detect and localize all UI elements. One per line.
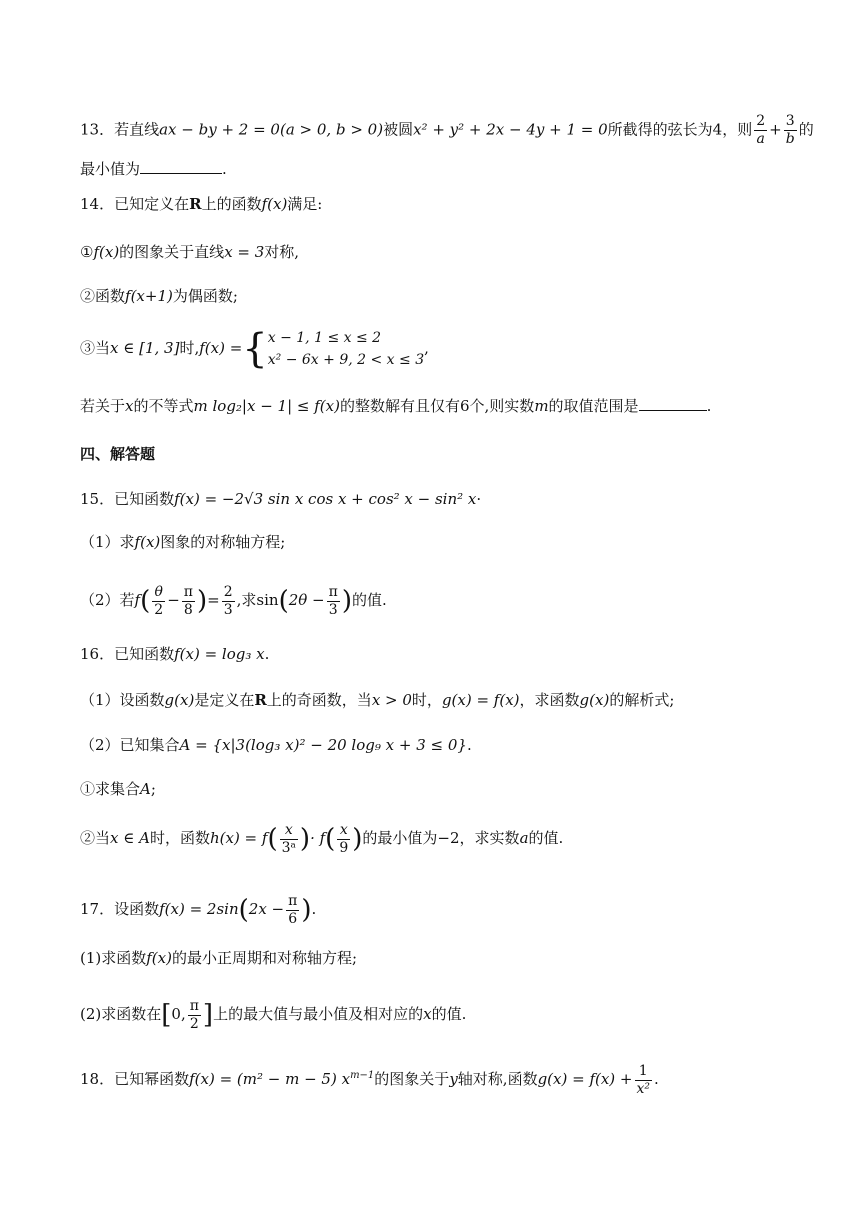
frac-den: 3 — [223, 601, 233, 618]
q13-text: 的 — [798, 120, 814, 139]
q15-part1 — [80, 531, 285, 553]
plus-sign: + — [769, 120, 782, 139]
frac-num: 3 — [784, 113, 797, 131]
condition: x > 0 — [371, 691, 412, 709]
fraction-theta-over-2 — [152, 584, 165, 619]
function-g: g(x) = f(x) + — [537, 1070, 633, 1088]
var-m: m — [534, 397, 549, 415]
section-title: 四、解答题 — [80, 445, 156, 463]
frac-num: 2 — [756, 113, 766, 129]
frac-den: 6 — [288, 910, 298, 927]
q15-text: 15．已知函数 — [80, 490, 175, 508]
q17-text: (2)求函数在 — [80, 1005, 162, 1023]
q16-text: 的最小值为 — [362, 829, 438, 847]
q18-text: 轴对称,函数 — [457, 1070, 538, 1088]
frac-num: π — [189, 997, 199, 1014]
q14-text: ③当 — [80, 339, 111, 357]
q16-text: 16．已知函数 — [80, 645, 175, 663]
q13-line2 — [80, 158, 227, 180]
interval-start: 0, — [171, 1005, 186, 1023]
frac-den: 3ᵃ — [281, 839, 296, 856]
frac-den: a — [756, 131, 765, 147]
q14-answer-blank[interactable] — [639, 396, 707, 411]
q14-condition-2 — [80, 285, 238, 307]
frac-den: 3 — [328, 601, 338, 618]
piecewise-cases — [268, 327, 424, 371]
q15-text: （2）若 — [80, 591, 135, 609]
paren-open: ( — [140, 586, 151, 616]
frac-num: 1 — [635, 1063, 653, 1081]
piecewise-case-1: x − 1, 1 ≤ x ≤ 2 — [267, 330, 382, 346]
min-value: −2 — [437, 829, 460, 847]
sin-argument: 2θ − — [288, 591, 325, 609]
inequality: m log₂|x − 1| ≤ f(x) — [193, 397, 340, 415]
fraction-2-over-3 — [222, 584, 235, 619]
q16-text: ①求集合 — [80, 780, 141, 798]
q16-sub2 — [80, 816, 563, 861]
product-dot: · f — [310, 829, 326, 847]
q14-text: 14．已知定义在 — [80, 195, 190, 213]
frac-num: x — [337, 822, 350, 840]
frac-den: 9 — [339, 839, 349, 856]
set-A-definition: A = {x|3(log₃ x)² − 20 log₉ x + 3 ≤ 0} — [179, 736, 467, 754]
q14-text: 满足: — [287, 195, 323, 213]
q16-text: 是定义在 — [194, 691, 255, 709]
q17-part2 — [80, 992, 466, 1037]
function-f: f(x) — [261, 195, 288, 213]
q16-text: 的解析式; — [609, 691, 675, 709]
q16-intro — [80, 643, 269, 665]
function-f: f — [134, 591, 141, 609]
q17-intro — [80, 887, 316, 932]
q14-text: 对称, — [264, 243, 300, 261]
bracket-close: ] — [202, 1000, 214, 1030]
fraction-pi-over-2 — [188, 998, 201, 1033]
section-heading — [80, 443, 155, 465]
frac-den: 2 — [154, 601, 164, 618]
q13-text: 最小值为 — [80, 160, 141, 178]
q17-text: (1)求函数 — [80, 949, 147, 967]
q13-text: 被圆 — [383, 120, 414, 139]
q17-text: 上的最大值与最小值及相对应的 — [213, 1005, 424, 1023]
frac-den: x² — [636, 1080, 651, 1097]
q16-sub1 — [80, 778, 156, 800]
function-f: f(x) = — [199, 339, 243, 357]
q18-intro — [80, 1054, 659, 1101]
q17-part1 — [80, 947, 357, 969]
sin-argument: 2x − — [248, 900, 285, 918]
paren-open: ( — [267, 824, 278, 854]
q16-text: ②当 — [80, 829, 111, 847]
q13-line1 — [80, 113, 814, 148]
q14-text: 的不等式 — [133, 397, 194, 415]
q13-answer-blank[interactable] — [140, 159, 222, 174]
fraction-x-over-3a — [280, 822, 298, 857]
q17-text: . — [311, 900, 317, 918]
function-f-shifted: f(x+1) — [125, 287, 173, 305]
q16-text: 上的奇函数，当 — [266, 691, 372, 709]
piecewise-case-2: x² − 6x + 9, 2 < x ≤ 3 — [267, 352, 425, 368]
function-f: f(x) — [146, 949, 172, 967]
condition: x ∈ A — [110, 829, 150, 847]
q16-text: 的值. — [528, 829, 564, 847]
var-x: x — [423, 1005, 432, 1023]
symmetry-axis: x = 3 — [224, 243, 265, 261]
domain-interval: x ∈ [1, 3] — [110, 339, 180, 357]
q14-text: 若关于 — [80, 397, 126, 415]
q18-text: 的图象关于 — [374, 1070, 450, 1088]
q18-text: 18．已知幂函数 — [80, 1070, 190, 1088]
q14-text: . — [706, 397, 712, 415]
function-f: f(x) — [134, 533, 161, 551]
set-A: A — [140, 780, 151, 798]
power-function: f(x) = (m² − m − 5) x — [189, 1070, 351, 1088]
function-h: h(x) = f — [209, 829, 268, 847]
q13-text: . — [222, 160, 227, 178]
q15-text: （1）求 — [80, 533, 135, 551]
frac-num: π — [328, 583, 338, 600]
q16-text: ，求函数 — [519, 691, 580, 709]
q17-text: 的最小正周期和对称轴方程; — [171, 949, 358, 967]
function-f: f(x) = 2sin — [159, 900, 239, 918]
paren-close: ) — [352, 824, 363, 854]
bracket-open: [ — [161, 1000, 172, 1030]
frac-den: 2 — [189, 1015, 199, 1032]
frac-num: π — [183, 583, 193, 600]
sin-function: sin — [256, 591, 279, 609]
q15-part2 — [80, 578, 387, 623]
q14-condition-3 — [80, 326, 429, 371]
fraction-x-over-9 — [337, 822, 350, 857]
q17-text: 的值. — [431, 1005, 467, 1023]
q16-text: 时，函数 — [149, 829, 210, 847]
q14-text: 的图象关于直线 — [119, 243, 225, 261]
q15-text: · — [476, 490, 482, 508]
q18-text: . — [654, 1070, 659, 1088]
piecewise-brace: { — [242, 326, 268, 372]
q14-question — [80, 395, 711, 417]
fraction-1-over-x2 — [635, 1063, 653, 1098]
q16-text: . — [466, 736, 472, 754]
q14-condition-1 — [80, 241, 299, 263]
paren-close: ) — [341, 586, 352, 616]
q14-intro — [80, 193, 322, 215]
fraction-pi-over-6 — [286, 893, 299, 928]
frac-den: b — [785, 131, 795, 147]
q15-text: ,求 — [236, 591, 257, 609]
equals-sign: = — [207, 591, 220, 609]
frac-num: 2 — [223, 583, 233, 600]
minus-sign: − — [167, 591, 180, 609]
q13-fraction-2-over-a — [754, 113, 767, 148]
q14-text: 时, — [179, 339, 200, 357]
q15-intro — [80, 488, 481, 510]
frac-num: x — [280, 822, 298, 840]
function-g: g(x) — [164, 691, 195, 709]
equation: g(x) = f(x) — [441, 691, 520, 709]
q15-function-definition: f(x) = −2√3 sin x cos x + cos² x − sin² x — [174, 490, 477, 508]
q16-part2 — [80, 734, 472, 756]
q17-text: 17．设函数 — [80, 900, 160, 918]
var-y: y — [449, 1070, 458, 1088]
q16-text: 时， — [411, 691, 442, 709]
paren-open: ( — [278, 586, 289, 616]
q16-function-definition: f(x) = log₃ x — [174, 645, 265, 663]
paren-close: ) — [299, 824, 311, 854]
q14-text: ②函数 — [80, 287, 126, 305]
q13-text: 13．若直线 — [80, 120, 160, 139]
paren-open: ( — [325, 824, 336, 854]
paren-close: ) — [301, 895, 312, 925]
q16-text: ; — [150, 780, 156, 798]
q16-text: （2）已知集合 — [80, 736, 180, 754]
q13-circle-equation: x² + y² + 2x − 4y + 1 = 0 — [413, 120, 608, 139]
q15-text: 图象的对称轴方程; — [160, 533, 286, 551]
q14-text: 的取值范围是 — [548, 397, 639, 415]
exponent: m−1 — [350, 1070, 375, 1081]
real-set-symbol: R — [189, 195, 202, 213]
q15-text: 的值. — [352, 591, 387, 609]
fraction-pi-over-8 — [182, 584, 195, 619]
function-g: g(x) — [579, 691, 610, 709]
q13-line-equation: ax − by + 2 = 0(a > 0, b > 0) — [159, 120, 384, 139]
frac-num: π — [288, 892, 298, 909]
q16-text: （1）设函数 — [80, 691, 165, 709]
q14-text: , — [424, 339, 429, 357]
q14-text: 为偶函数; — [172, 287, 238, 305]
var-a: a — [519, 829, 529, 847]
paren-close: ) — [196, 586, 208, 616]
q16-part1 — [80, 689, 674, 711]
q14-text: 的整数解有且仅有6个,则实数 — [339, 397, 535, 415]
q16-text: . — [264, 645, 270, 663]
frac-num: θ — [152, 584, 165, 602]
var-x: x — [125, 397, 134, 415]
q13-text: 所截得的弦长为4，则 — [607, 120, 753, 139]
q16-text: ，求实数 — [459, 829, 520, 847]
q13-fraction-3-over-b — [784, 113, 797, 148]
fraction-pi-over-3 — [327, 584, 340, 619]
q14-text: 上的函数 — [201, 195, 262, 213]
paren-open: ( — [238, 895, 249, 925]
q14-text: ① — [80, 243, 94, 261]
real-set-symbol: R — [254, 691, 267, 709]
frac-den: 8 — [183, 601, 193, 618]
function-f: f(x) — [93, 243, 120, 261]
